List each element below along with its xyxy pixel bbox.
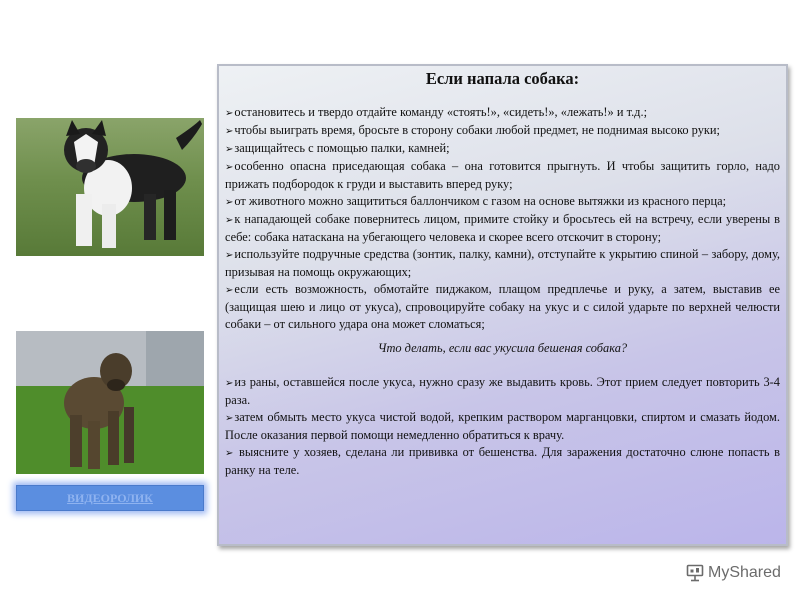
- list-item-text: остановитесь и твердо отдайте команду «стоять!», «сидеть!», «лежать!» и т.д.;: [234, 105, 648, 119]
- list-item: [225, 140, 780, 158]
- bullet-arrow-icon: ➢: [225, 197, 234, 208]
- bullet-arrow-icon: ➢: [225, 215, 234, 226]
- bullet-arrow-icon: ➢: [225, 144, 234, 155]
- card-title: Если напала собака:: [425, 69, 580, 88]
- list-item: [225, 281, 780, 333]
- presentation-board-icon: [686, 564, 704, 582]
- list-item-text: из раны, оставшейся после укуса, нужно сразу же выдавить кровь. Этот прием следует повторить 3-4 раза.: [225, 375, 780, 407]
- bullet-arrow-icon: ➢: [225, 126, 234, 137]
- list-item: [225, 193, 780, 211]
- bullet-arrow-icon: ➢: [225, 285, 234, 296]
- dog-illustration-bottom: [16, 331, 204, 474]
- list-item-text: чтобы выиграть время, бросьте в сторону собаки любой предмет, не поднимая высоко руки;: [234, 123, 720, 137]
- bullet-arrow-icon: ➢: [225, 413, 234, 424]
- list-item: [225, 444, 780, 479]
- dog-illustration-top: [16, 118, 204, 256]
- list-item: [225, 211, 780, 246]
- list-item-text: используйте подручные средства (зонтик, палку, камни), отступайте к укрытию спиной – забору, дому, призывая на помощь окружающих;: [225, 247, 780, 279]
- list-item: [225, 246, 780, 281]
- card-content: [225, 104, 780, 479]
- list-item-text: затем обмыть место укуса чистой водой, крепким раствором марганцовки, спиртом и смазать йодом. После оказания первой помощи немедленно обратиться к врачу.: [225, 410, 780, 442]
- content-card: [217, 64, 788, 546]
- list-item: [225, 158, 780, 193]
- section-subtitle: Что делать, если вас укусила бешеная собака?: [377, 341, 628, 355]
- list-item: [225, 104, 780, 122]
- video-button[interactable]: ВИДЕОРОЛИК: [16, 485, 204, 511]
- dog-photo-bottom: [16, 331, 204, 474]
- bullet-arrow-icon: ➢: [225, 162, 234, 173]
- list-item: [225, 122, 780, 140]
- bullet-arrow-icon: ➢: [225, 448, 234, 459]
- list-item-text: к нападающей собаке повернитесь лицом, примите стойку и бросьтесь ей на встречу, если уверены в себе: собака натаскана на убегающего человека и скорее всего отскочит в сторону;: [225, 212, 780, 244]
- list-item-text: выясните у хозяев, сделана ли прививка от бешенства. Для заражения достаточно слюне попасть в ранку на теле.: [225, 445, 780, 477]
- watermark: [686, 562, 781, 584]
- list-item-text: особенно опасна приседающая собака – она готовится прыгнуть. И чтобы защитить горло, надо прижать подбородок к груди и выставить вперед руку;: [225, 159, 780, 191]
- bullet-arrow-icon: ➢: [225, 250, 234, 261]
- list-item-text: от животного можно защититься баллончиком с газом на основе вытяжки из красного перца;: [234, 194, 727, 208]
- list-item: [225, 409, 780, 444]
- list-item-text: если есть возможность, обмотайте пиджаком, плащом предплечье и руку, а затем, выставив ее (защищая шею и лицо от укуса), спровоцируйте собаку на укус и с силой ударьте по верхней челюсти собаки – от сильного удара она может сломаться;: [225, 282, 780, 331]
- list-item-text: защищайтесь с помощью палки, камней;: [234, 141, 450, 155]
- watermark-text: MyShared: [708, 564, 781, 581]
- bullet-arrow-icon: ➢: [225, 108, 234, 119]
- dog-shape: [64, 120, 202, 248]
- list-item: [225, 374, 780, 409]
- bullet-arrow-icon: ➢: [225, 378, 234, 389]
- dog-photo-top: [16, 118, 204, 256]
